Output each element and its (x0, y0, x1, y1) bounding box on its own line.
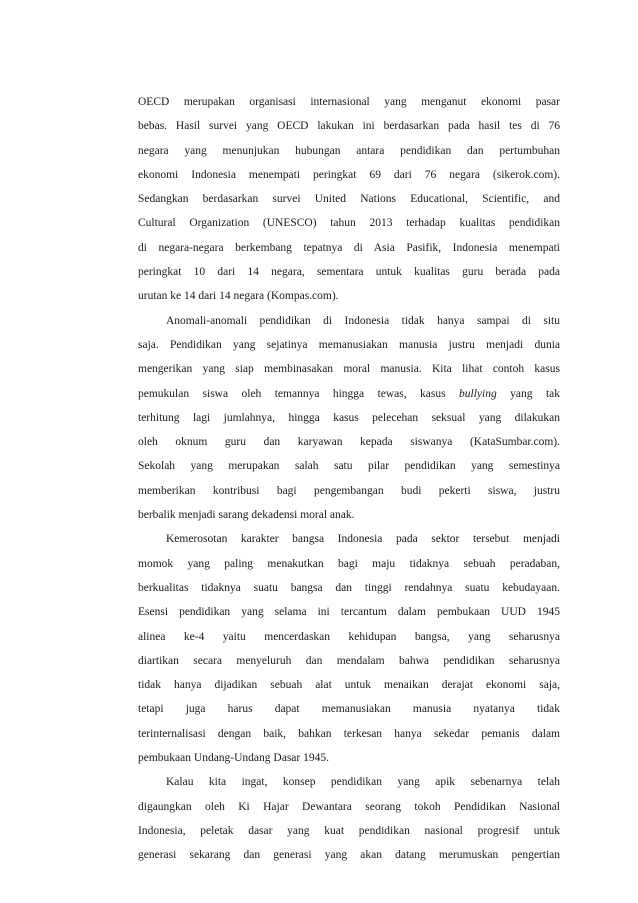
text-line: pembukaan Undang-Undang Dasar 1945. (138, 752, 329, 765)
text-line: OECD merupakan organisasi internasional yang menganut ekonomi pasar (138, 96, 560, 108)
text-line: oleh oknum guru dan karyawan kepada siswanya (KataSumbar.com). (138, 436, 560, 449)
text-line (138, 382, 560, 406)
text-line: tidak hanya dijadikan sebuah alat untuk menaikan derajat ekonomi saja, (138, 679, 560, 692)
text-line: urutan ke 14 dari 14 negara (Kompas.com). (138, 290, 339, 303)
text-line: bebas. Hasil survei yang OECD lakukan ini berdasarkan pada hasil tes di 76 (138, 120, 560, 133)
text-line: terinternalisasi dengan baik, bahkan terkesan hanya sekedar pemanis dalam (138, 727, 560, 740)
paragraph (138, 309, 560, 528)
text-line: Kalau kita ingat, konsep pendidikan yang apik sebenarnya telah (166, 776, 560, 789)
paragraph (138, 770, 560, 867)
text-line: Anomali-anomali pendidikan di Indonesia tidak hanya sampai di situ (166, 314, 560, 327)
text-line: momok yang paling menakutkan bagi maju tidaknya sebuah peradaban, (138, 557, 560, 570)
text-line: ekonomi Indonesia menempati peringkat 69 dari 76 negara (sikerok.com). (138, 168, 560, 181)
text-line: digaungkan oleh Ki Hajar Dewantara seorang tokoh Pendidikan Nasional (138, 800, 560, 813)
text-line: tetapi juga harus dapat memanusiakan manusia nyatanya tidak (138, 703, 560, 716)
italic-term: bullying (459, 387, 497, 400)
text-line: Indonesia, peletak dasar yang kuat pendidikan nasional progresif untuk (138, 824, 560, 837)
text-line: Esensi pendidikan yang selama ini tercantum dalam pembukaan UUD 1945 (138, 606, 560, 619)
text-line: Sekolah yang merupakan salah satu pilar pendidikan yang semestinya (138, 460, 560, 473)
text-line: alinea ke-4 yaitu mencerdaskan kehidupan bangsa, yang seharusnya (138, 630, 560, 643)
text-line: di negara-negara berkembang tepatnya di Asia Pasifik, Indonesia menempati (138, 241, 560, 254)
paragraph (138, 527, 560, 770)
text-line: generasi sekarang dan generasi yang akan datang merumuskan pengertian (138, 849, 560, 862)
text-line: saja. Pendidikan yang sejatinya memanusiakan manusia justru menjadi dunia (138, 338, 560, 351)
text-segment: pemukulan siswa oleh temannya hingga tewas, kasus (138, 387, 460, 400)
text-line: terhitung lagi jumlahnya, hingga kasus pelecehan seksual yang dilakukan (138, 411, 560, 424)
text-line: Sedangkan berdasarkan survei United Nations Educational, Scientific, and (138, 193, 560, 206)
text-line: berbalik menjadi sarang dekadensi moral anak. (138, 509, 355, 522)
text-line: mengerikan yang siap membinasakan moral manusia. Kita lihat contoh kasus (138, 363, 560, 376)
paragraph (138, 90, 560, 309)
text-line: peringkat 10 dari 14 negara, sementara untuk kualitas guru berada pada (138, 266, 560, 279)
text-line: diartikan secara menyeluruh dan mendalam bahwa pendidikan seharusnya (138, 654, 560, 667)
body-text (138, 90, 560, 868)
text-segment: yang tak (496, 387, 560, 400)
text-line: Cultural Organization (UNESCO) tahun 2013 terhadap kualitas pendidikan (138, 217, 560, 230)
text-line: negara yang menunjukan hubungan antara pendidikan dan pertumbuhan (138, 144, 560, 157)
text-line: berkualitas tidaknya suatu bangsa dan tinggi rendahnya suatu kebudayaan. (138, 581, 560, 594)
text-line: Kemerosotan karakter bangsa Indonesia pada sektor tersebut menjadi (166, 533, 560, 546)
text-line: memberikan kontribusi bagi pengembangan budi pekerti siswa, justru (138, 484, 560, 497)
